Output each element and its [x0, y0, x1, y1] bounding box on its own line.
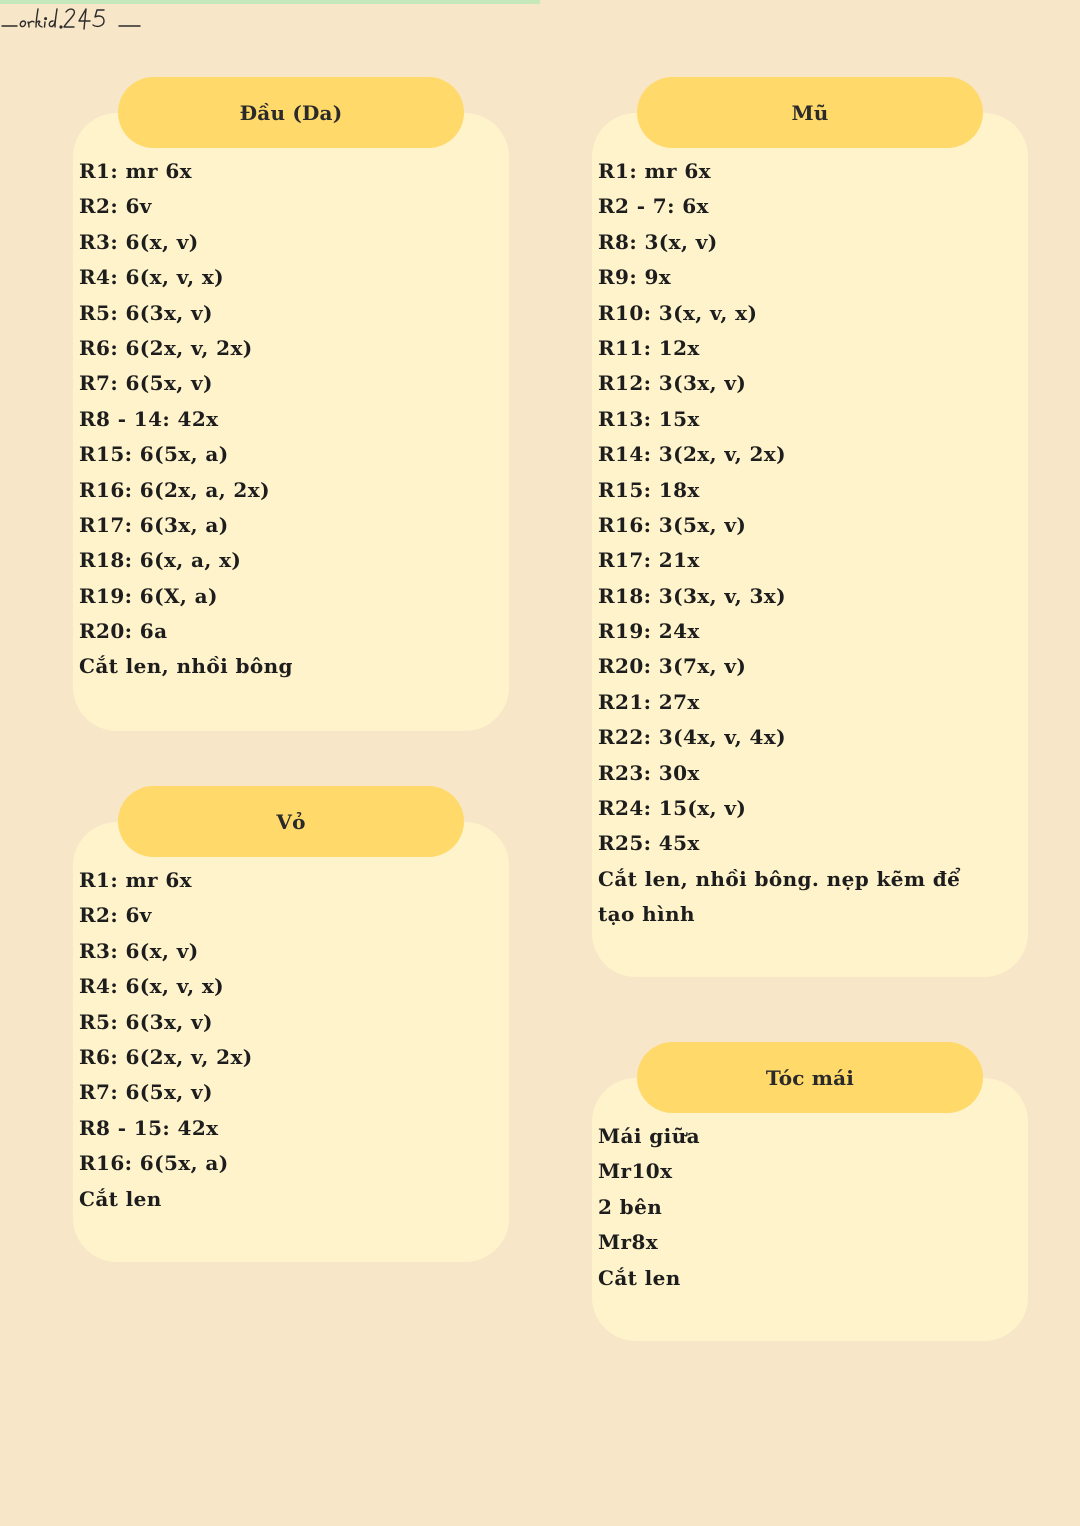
pattern-line: R19: 6(X, a): [79, 583, 218, 608]
pattern-line: R1: mr 6x: [79, 159, 192, 183]
pattern-line: R24: 15(x, v): [598, 796, 747, 821]
pattern-line: Mái giữa: [598, 1124, 700, 1148]
pattern-line: R11: 12x: [598, 335, 700, 360]
card-dau-lines: [79, 154, 293, 685]
pattern-line: R3: 6(x, v): [79, 938, 199, 963]
card-vo-lines: [79, 863, 253, 1217]
card-dau-body: [73, 113, 509, 731]
card-toc-mai-title: Tóc mái: [637, 1042, 983, 1113]
pattern-line: R20: 3(7x, v): [598, 654, 747, 679]
pattern-line: Mr10x: [598, 1159, 673, 1184]
pattern-line: R10: 3(x, v, x): [598, 300, 758, 325]
pattern-line: Cắt len, nhồi bông. nẹp kẽm để tạo hình: [598, 866, 961, 927]
pattern-line: Cắt len: [79, 1186, 162, 1211]
pattern-line: R6: 6(2x, v, 2x): [79, 335, 253, 360]
pattern-line: R15: 18x: [598, 477, 700, 502]
pattern-line: R8: 3(x, v): [598, 229, 718, 254]
pattern-line: R16: 3(5x, v): [598, 512, 747, 537]
pattern-line: R12: 3(3x, v): [598, 371, 747, 396]
pattern-line: R17: 21x: [598, 548, 700, 573]
pattern-line: R15: 6(5x, a): [79, 442, 229, 467]
pattern-line: R2 - 7: 6x: [598, 194, 709, 219]
watermark-text: _orkid.245_: [0, 0, 6, 1]
pattern-line: R6: 6(2x, v, 2x): [79, 1044, 253, 1069]
pattern-line: R25: 45x: [598, 831, 700, 856]
pattern-line: Mr8x: [598, 1230, 659, 1255]
card-mu-body: [592, 113, 1028, 977]
card-toc-mai-body: [592, 1078, 1028, 1341]
pattern-line: R8 - 15: 42x: [79, 1115, 219, 1140]
pattern-line: R18: 6(x, a, x): [79, 548, 242, 573]
pattern-line: R20: 6a: [79, 619, 168, 644]
pattern-line: R18: 3(3x, v, 3x): [598, 583, 786, 608]
pattern-line: R19: 24x: [598, 619, 700, 644]
card-mu-title: Mũ: [637, 77, 983, 148]
pattern-line: R14: 3(2x, v, 2x): [598, 442, 786, 467]
pattern-line: R23: 30x: [598, 760, 700, 785]
card-mu-lines: [598, 154, 998, 933]
pattern-line: R22: 3(4x, v, 4x): [598, 725, 786, 750]
pattern-line: R16: 6(5x, a): [79, 1151, 229, 1176]
pattern-line: R17: 6(3x, a): [79, 512, 229, 537]
pattern-line: R4: 6(x, v, x): [79, 974, 225, 999]
pattern-line: R4: 6(x, v, x): [79, 265, 225, 290]
pattern-line: R5: 6(3x, v): [79, 300, 213, 325]
pattern-line: 2 bên: [598, 1194, 663, 1219]
pattern-line: Cắt len, nhồi bông: [79, 654, 293, 679]
pattern-line: R1: mr 6x: [598, 159, 711, 183]
pattern-line: R16: 6(2x, a, 2x): [79, 477, 270, 502]
pattern-line: R2: 6v: [79, 194, 152, 219]
pattern-line: Cắt len: [598, 1265, 681, 1290]
pattern-line: R8 - 14: 42x: [79, 406, 219, 431]
card-dau-title: Đầu (Da): [118, 77, 464, 148]
pattern-line: R1: mr 6x: [79, 868, 192, 892]
pattern-line: R7: 6(5x, v): [79, 1080, 213, 1105]
pattern-line: R3: 6(x, v): [79, 229, 199, 254]
card-vo-title: Vỏ: [118, 786, 464, 857]
card-toc-mai-lines: [598, 1119, 700, 1296]
pattern-line: R9: 9x: [598, 265, 672, 290]
pattern-line: R5: 6(3x, v): [79, 1009, 213, 1034]
watermark-signature: [0, 0, 150, 38]
pattern-line: R21: 27x: [598, 689, 700, 714]
card-vo-body: [73, 822, 509, 1262]
pattern-line: R2: 6v: [79, 903, 152, 928]
pattern-line: R13: 15x: [598, 406, 700, 431]
pattern-line: R7: 6(5x, v): [79, 371, 213, 396]
